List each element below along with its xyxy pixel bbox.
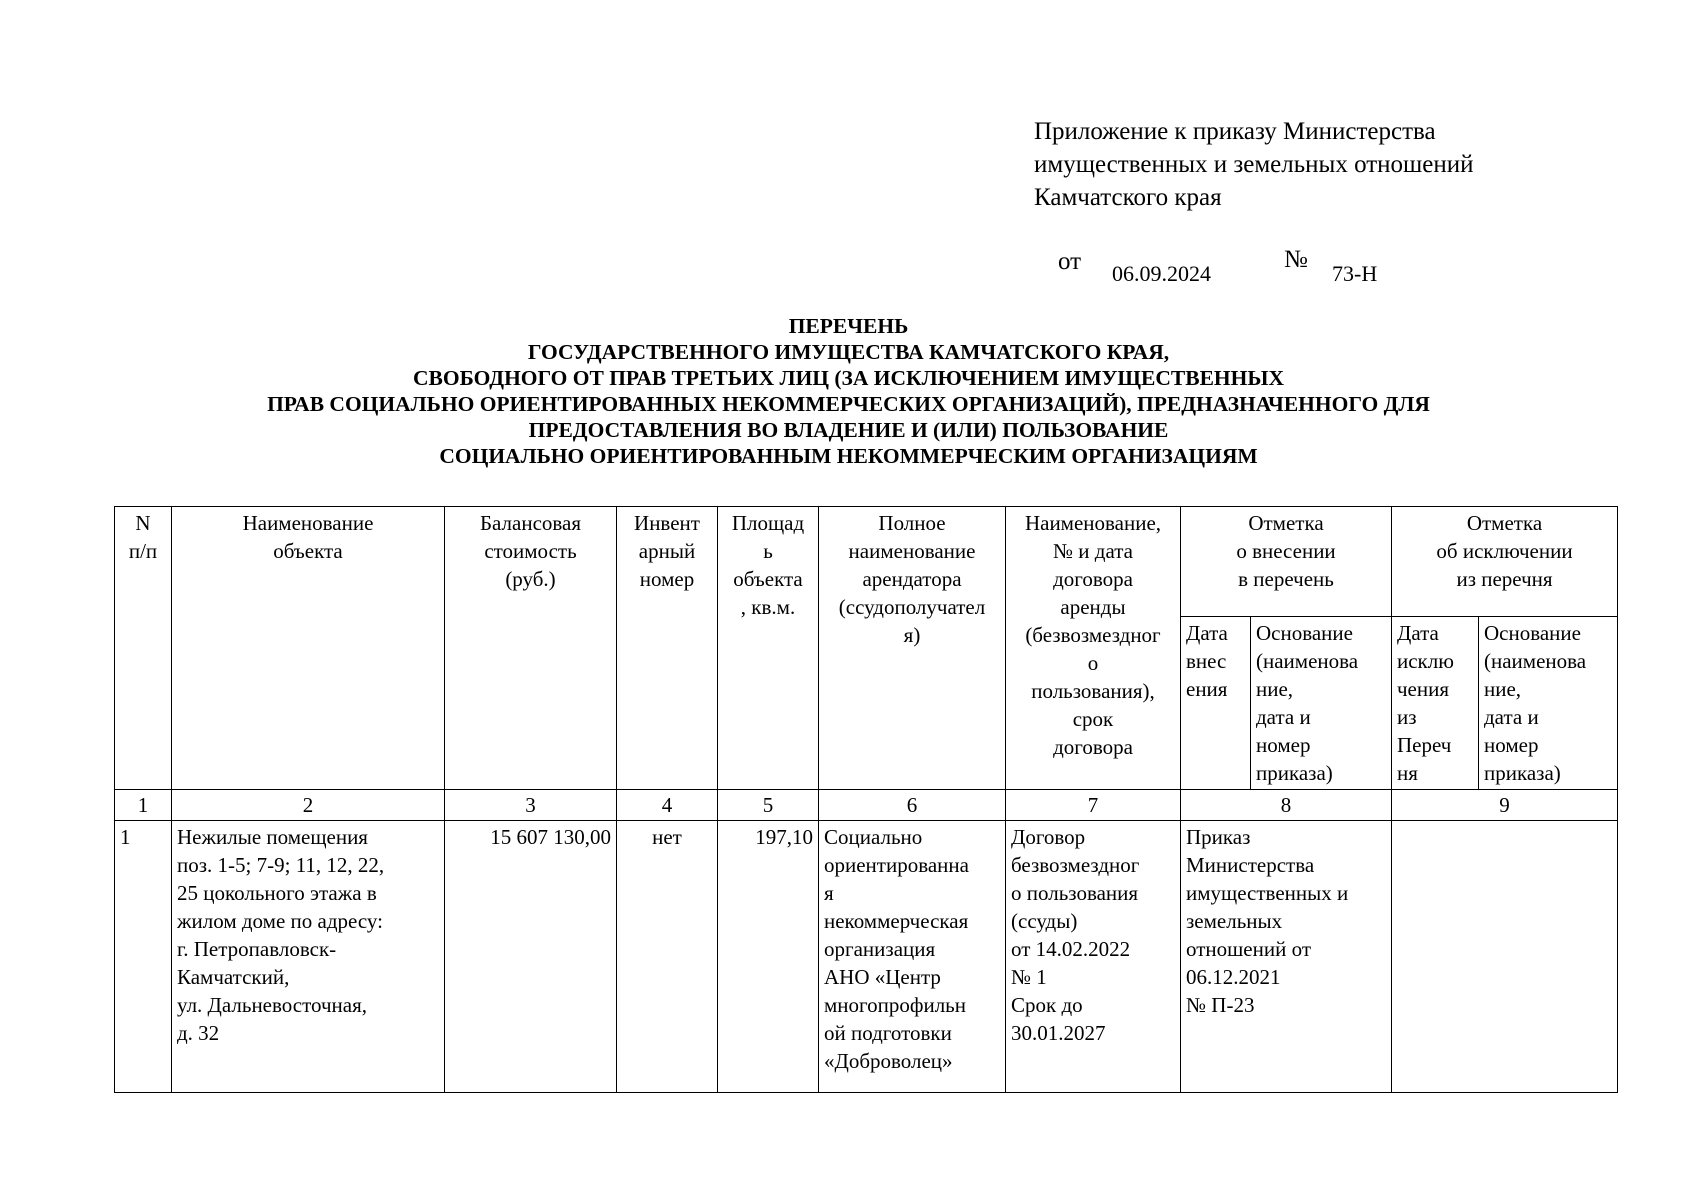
title-line: ПРАВ СОЦИАЛЬНО ОРИЕНТИРОВАННЫХ НЕКОММЕРЧЕСКИХ ОРГАНИЗАЦИЙ), ПРЕДНАЗНАЧЕННОГО ДЛЯ — [267, 392, 1430, 416]
row-object-name: Нежилые помещения поз. 1-5; 7-9; 11, 12, 22, 25 цокольного этажа в жилом доме по адресу: г. Петропавловск- Камчатский, ул. Дальневосточная, д. 32 — [172, 821, 445, 1093]
header-num: N п/п — [115, 507, 172, 790]
row-area: 197,10 — [718, 821, 819, 1093]
header-inventory-number: Инвент арный номер — [617, 507, 718, 790]
appendix-line: Приложение к приказу Министерства — [1034, 118, 1436, 145]
order-number-label: № — [1284, 246, 1308, 273]
table-row — [115, 821, 1618, 1093]
column-number: 7 — [1006, 790, 1181, 821]
column-number: 3 — [445, 790, 617, 821]
column-number: 5 — [718, 790, 819, 821]
column-number: 2 — [172, 790, 445, 821]
document-title — [0, 313, 1697, 469]
header-contract: Наименование, № и дата договора аренды (безвозмездног о пользования), срок договора — [1006, 507, 1181, 790]
header-inclusion-basis: Основание (наименова ние, дата и номер приказа) — [1251, 617, 1392, 790]
header-exclusion-basis: Основание (наименова ние, дата и номер приказа) — [1479, 617, 1618, 790]
order-date: 06.09.2024 — [1112, 261, 1211, 286]
header-inclusion-date: Дата внес ения — [1181, 617, 1251, 790]
header-inclusion-mark: Отметка о внесении в перечень — [1181, 507, 1392, 617]
title-line: ПРЕДОСТАВЛЕНИЯ ВО ВЛАДЕНИЕ И (ИЛИ) ПОЛЬЗОВАНИЕ — [528, 418, 1169, 442]
header-balance-value: Балансовая стоимость (руб.) — [445, 507, 617, 790]
column-number: 8 — [1181, 790, 1392, 821]
header-exclusion-date: Дата исклю чения из Переч ня — [1392, 617, 1479, 790]
header-row — [115, 507, 1618, 617]
column-number: 4 — [617, 790, 718, 821]
appendix-header — [1034, 115, 1654, 214]
column-number: 6 — [819, 790, 1006, 821]
header-tenant: Полное наименование арендатора (ссудополучател я) — [819, 507, 1006, 790]
appendix-line: имущественных и земельных отношений — [1034, 151, 1474, 178]
order-number: 73-Н — [1332, 261, 1378, 286]
order-from-label: от — [1058, 248, 1082, 275]
row-num: 1 — [115, 821, 172, 1093]
header-area: Площад ь объекта , кв.м. — [718, 507, 819, 790]
row-exclusion — [1392, 821, 1618, 1093]
row-inventory-number: нет — [617, 821, 718, 1093]
header-object-name: Наименование объекта — [172, 507, 445, 790]
row-contract: Договор безвозмездног о пользования (ссуды) от 14.02.2022 № 1 Срок до 30.01.2027 — [1006, 821, 1181, 1093]
column-number: 1 — [115, 790, 172, 821]
header-exclusion-mark: Отметка об исключении из перечня — [1392, 507, 1618, 617]
column-number-row — [115, 790, 1618, 821]
title-line: СОЦИАЛЬНО ОРИЕНТИРОВАННЫМ НЕКОММЕРЧЕСКИМ ОРГАНИЗАЦИЯМ — [439, 444, 1258, 468]
title-line: СВОБОДНОГО ОТ ПРАВ ТРЕТЬИХ ЛИЦ (ЗА ИСКЛЮЧЕНИЕМ ИМУЩЕСТВЕННЫХ — [412, 366, 1285, 390]
title-line: ПЕРЕЧЕНЬ — [788, 314, 909, 338]
column-number: 9 — [1392, 790, 1618, 821]
property-register-table — [114, 506, 1618, 1093]
row-tenant: Социально ориентированна я некоммерческая организация АНО «Центр многопрофильн ой подготовки «Доброволец» — [819, 821, 1006, 1093]
row-balance-value: 15 607 130,00 — [445, 821, 617, 1093]
row-inclusion: Приказ Министерства имущественных и земельных отношений от 06.12.2021 № П-23 — [1181, 821, 1392, 1093]
appendix-line: Камчатского края — [1034, 184, 1222, 211]
title-line: ГОСУДАРСТВЕННОГО ИМУЩЕСТВА КАМЧАТСКОГО КРАЯ, — [527, 340, 1170, 364]
